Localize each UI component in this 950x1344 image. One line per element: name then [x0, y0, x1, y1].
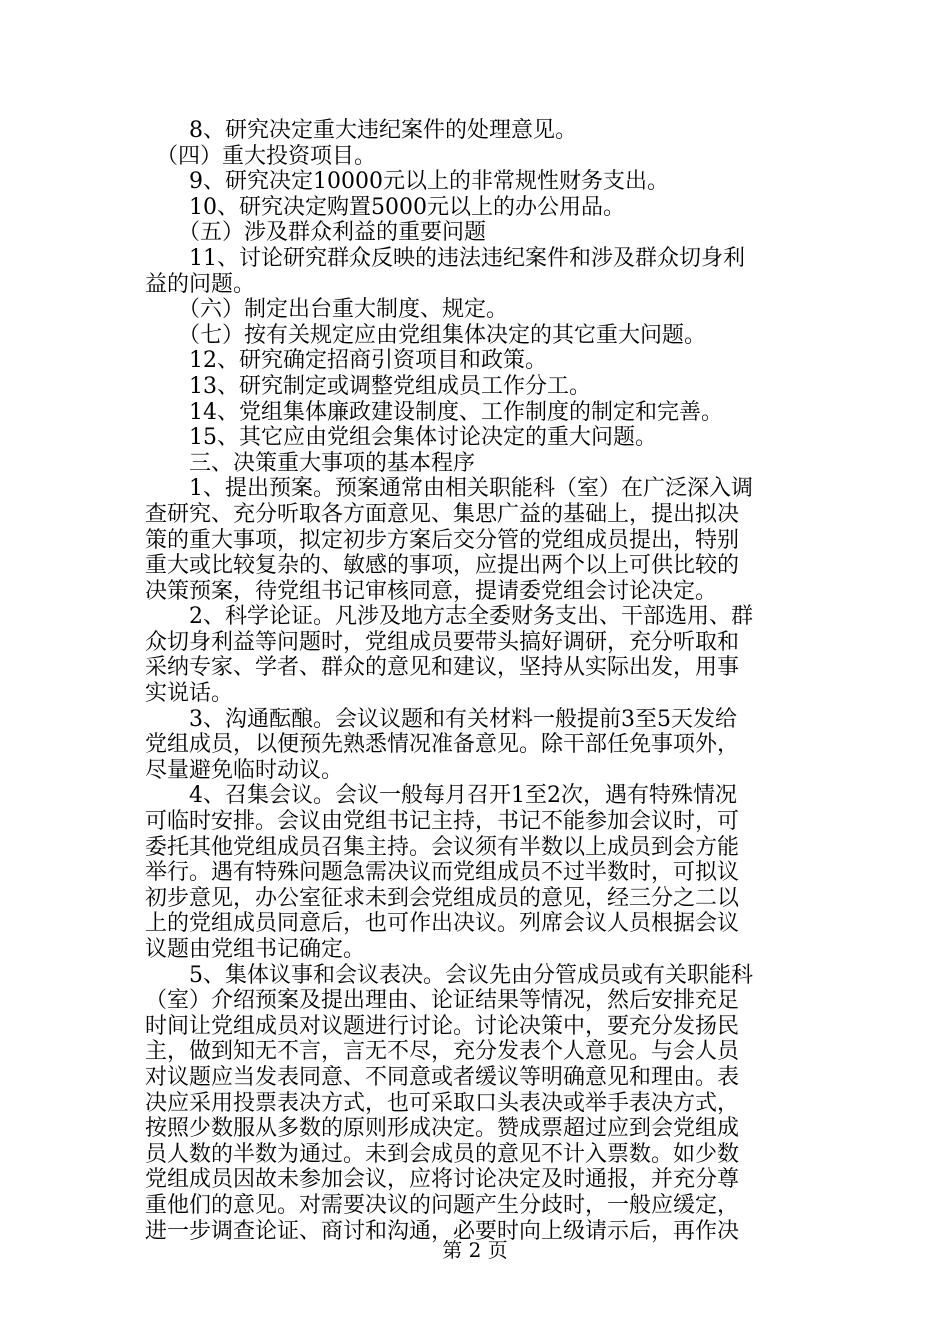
text-line: 党组成员，以便预先熟悉情况准备意见。除干部任免事项外，: [145, 732, 740, 758]
text-line: 采纳专家、学者、群众的意见和建议，坚持从实际出发，用事: [145, 655, 740, 681]
text-line: （七）按有关规定应由党组集体决定的其它重大问题。: [145, 322, 707, 348]
text-line: 进一步调查论证、商讨和沟通，必要时向上级请示后，再作决: [145, 1218, 740, 1244]
text-line: 策的重大事项，拟定初步方案后交分管的党组成员提出，特别: [145, 527, 740, 553]
text-line: 员人数的半数为通过。未到会成员的意见不计入票数。如少数: [145, 1141, 740, 1167]
text-line: 益的问题。: [145, 271, 256, 297]
text-line: 按照少数服从多数的原则形成决定。赞成票超过应到会党组成: [145, 1116, 740, 1142]
text-line: 9、研究决定10000元以上的非常规性财务支出。: [145, 169, 669, 195]
text-line: 时间让党组成员对议题进行讨论。讨论决策中，要充分发扬民: [145, 1013, 740, 1039]
text-line: 实说话。: [145, 681, 234, 707]
text-line: 3、沟通酝酿。会议议题和有关材料一般提前3至5天发给: [145, 706, 737, 732]
text-line: 14、党组集体廉政建设制度、工作制度的制定和完善。: [145, 399, 723, 425]
text-line: 可临时安排。会议由党组书记主持，书记不能参加会议时，可: [145, 809, 740, 835]
text-line: 11、讨论研究群众反映的违法违纪案件和涉及群众切身利: [145, 245, 745, 271]
text-line: 尽量避免临时动议。: [145, 757, 344, 783]
text-line: 8、研究决定重大违纪案件的处理意见。: [145, 118, 577, 143]
text-line: 重大或比较复杂的、敏感的事项，应提出两个以上可供比较的: [145, 553, 740, 579]
text-line: 决策预案，待党组书记审核同意，提请委党组会讨论决定。: [145, 578, 718, 604]
text-line: 2、科学论证。凡涉及地方志全委财务支出、干部选用、群: [145, 604, 753, 630]
text-line: 10、研究决定购置5000元以上的办公用品。: [145, 194, 625, 220]
text-line: 4、召集会议。会议一般每月召开1至2次，遇有特殊情况: [145, 783, 737, 809]
text-line: 委托其他党组成员召集主持。会议须有半数以上成员到会方能: [145, 834, 740, 860]
text-line: 查研究、充分听取各方面意见、集思广益的基础上，提出拟决: [145, 501, 740, 527]
text-line: 三、决策重大事项的基本程序: [145, 450, 476, 476]
text-line: 对议题应当发表同意、不同意或者缓议等明确意见和理由。表: [145, 1064, 740, 1090]
text-line: （五）涉及群众利益的重要问题: [145, 220, 487, 246]
text-line: 举行。遇有特殊问题急需决议而党组成员不过半数时，可拟议: [145, 860, 740, 886]
text-line: 1、提出预案。预案通常由相关职能科（室）在广泛深入调: [145, 476, 753, 502]
text-line: （六）制定出台重大制度、规定。: [145, 297, 509, 323]
text-line: 众切身利益等问题时，党组成员要带头搞好调研，充分听取和: [145, 629, 740, 655]
text-line: 13、研究制定或调整党组成员工作分工。: [145, 373, 591, 399]
text-line: 上的党组成员同意后，也可作出决议。列席会议人员根据会议: [145, 911, 740, 937]
text-line: （四）重大投资项目。: [145, 143, 377, 169]
page-number: 第 2 页: [442, 1238, 508, 1262]
text-line: 重他们的意见。对需要决议的问题产生分歧时，一般应缓定，: [145, 1192, 740, 1218]
text-line: 决应采用投票表决方式，也可采取口头表决或举手表决方式，: [145, 1090, 740, 1116]
text-line: 12、研究确定招商引资项目和政策。: [145, 348, 547, 374]
text-line: 15、其它应由党组会集体讨论决定的重大问题。: [145, 425, 657, 451]
document-body: [145, 118, 805, 1244]
text-line: 主，做到知无不言，言无不尽，充分发表个人意见。与会人员: [145, 1039, 740, 1065]
text-line: 党组成员因故未参加会议，应将讨论决定及时通报，并充分尊: [145, 1167, 740, 1193]
text-line: （室）介绍预案及提出理由、论证结果等情况，然后安排充足: [145, 988, 740, 1014]
text-line: 5、集体议事和会议表决。会议先由分管成员或有关职能科: [145, 962, 753, 988]
text-line: 议题由党组书记确定。: [145, 937, 366, 962]
text-line: 初步意见，办公室征求未到会党组成员的意见，经三分之二以: [145, 885, 740, 911]
